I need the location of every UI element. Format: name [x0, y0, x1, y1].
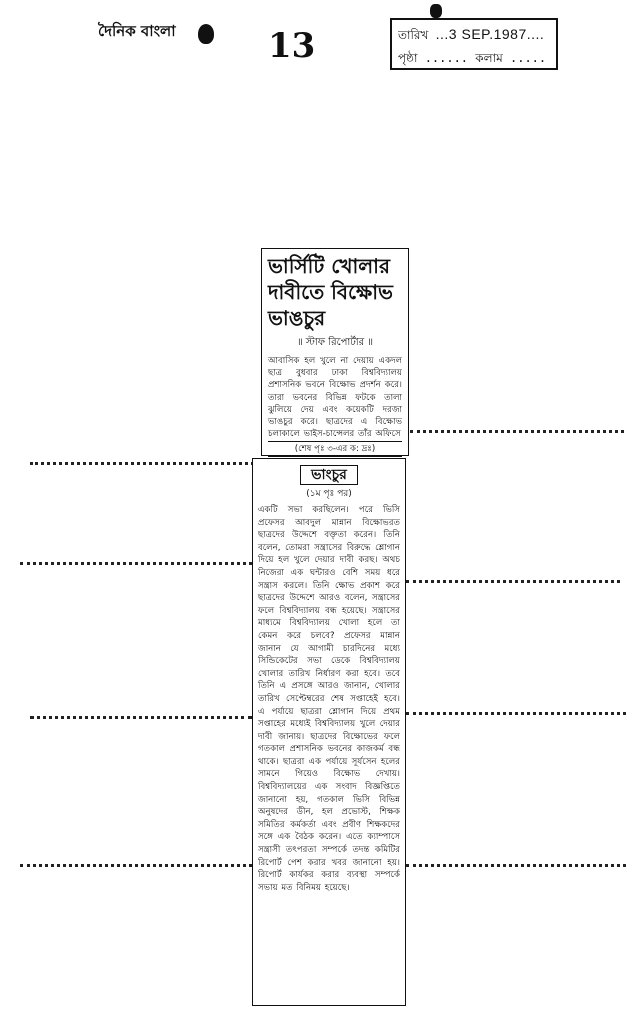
- dotted-rule: [406, 712, 626, 715]
- stamp-page-label: পৃষ্ঠা: [398, 51, 418, 65]
- ink-blot: [198, 24, 214, 44]
- continuation-subhead: ভাংচুর: [300, 465, 358, 485]
- dotted-rule: [30, 462, 260, 465]
- news-clipping-part-2: [252, 458, 406, 1006]
- dotted-rule: [406, 580, 620, 583]
- news-clipping-part-1: [261, 248, 409, 456]
- dotted-rule: [20, 562, 252, 565]
- article-body-part-1: আবাসিক হল খুলে না দেয়ায় একদল ছাত্র বুধবার ঢাকা বিশ্ববিদ্যালয় প্রশাসনিক ভবনে বিক্ষোভ প্রদর্শন করে। তারা ভবনের বিভিন্ন ফটকে তালা ঝুলিয়ে দেয় এবং কয়েকটি দরজা ভাঙচুর করে। ছাত্রদের এ বিক্ষোভ চলাকালে ভাইস-চান্সেলর তাঁর অফিসে: [268, 356, 402, 440]
- date-stamp: তারিখ ...3 SEP.1987.... পৃষ্ঠা ...... কলাম .....: [390, 18, 558, 70]
- dotted-rule: [20, 864, 252, 867]
- date-stamp-blot: [430, 4, 442, 18]
- article-headline: ভার্সিটি খোলার দাবীতে বিক্ষোভ ভাঙচুর: [268, 254, 393, 330]
- stamp-date-label: তারিখ: [398, 28, 429, 42]
- dotted-rule: [410, 430, 624, 433]
- stamp-date-value: ...3 SEP.1987....: [435, 26, 545, 42]
- continued-from-label: (১ম পৃঃ পর): [306, 489, 352, 499]
- dotted-rule: [30, 716, 252, 719]
- dotted-rule: [406, 864, 626, 867]
- newspaper-name: দৈনিক বাংলা: [98, 22, 176, 40]
- stamp-column-label: কলাম: [475, 51, 503, 65]
- page-number: 13: [268, 26, 316, 66]
- article-body-part-2: একটি সভা করছিলেন। পরে ভিসি প্রফেসর আবদুল মান্নান বিক্ষোভরত ছাত্রদের উদ্দেশে বক্তৃতা করেন। তিনি বলেন, তোমরা সন্ত্রাসের বিরুদ্ধে শ্লোগান দিয়ে হল খুলে দেয়ার দাবী করছ। অথচ নিজেরা এক ঘন্টারও বেশি সময় ধরে সন্ত্রাস করলে। তিনি ক্ষোভ প্রকাশ করে ছাত্রদের উদ্দেশে আরও বলেন, সন্ত্রাসের ফলে বিশ্ববিদ্যালয় বন্ধ হয়েছে। সন্ত্রাসের মাধ্যমে বিশ্ববিদ্যালয় খোলা হলে তা কেমন করে চলবে? প্রফেসর মান্নান জানান যে আগামী চারদিনের মধ্যে সিন্ডিকেটের সভা ডেকে বিশ্ববিদ্যালয় খোলার তারিখ নির্ধারণ করা হবে। তবে তিনি এ প্রসঙ্গে আরও জানান, খোলার তারিখ সেপ্টেম্বরের শেষ সপ্তাহেই হবে। এ পর্যায়ে ছাত্ররা শ্লোগান দিয়ে প্রথম সপ্তাহের মধ্যেই বিশ্ববিদ্যালয় খুলে দেয়ার দাবী জানায়। ছাত্রদের বিক্ষোভের ফলে গতকাল প্রশাসনিক ভবনের কাজকর্ম বন্ধ থাকে। ছাত্ররা এক পর্যায়ে সূর্যসেন হলের সামনে গিয়েও বিক্ষোভ দেখায়। বিশ্ববিদ্যালয়ের এক সংবাদ বিজ্ঞপ্তিতে জানানো হয়, গতকাল ভিসি বিভিন্ন অনুষদের ডীন, হল প্রভোস্ট, শিক্ষক সমিতির কর্মকর্তা এবং প্রবীণ শিক্ষকদের সঙ্গে এক বৈঠক করেন। এতে ক্যাম্পাসে সন্ত্রাসী তৎপরতা সম্পর্কে তদন্ত কমিটির রিপোর্ট পেশ করার খবর জানানো হয়। রিপোর্ট কার্যকর করার ব্যবস্থা সম্পর্কে সভায় মত বিনিময় হয়েছে।: [258, 505, 400, 893]
- continuation-reference: (শেষ পৃঃ ৩-এর ক: দ্রঃ): [268, 441, 402, 457]
- article-byline: ॥ স্টাফ রিপোর্টার ॥: [296, 337, 374, 348]
